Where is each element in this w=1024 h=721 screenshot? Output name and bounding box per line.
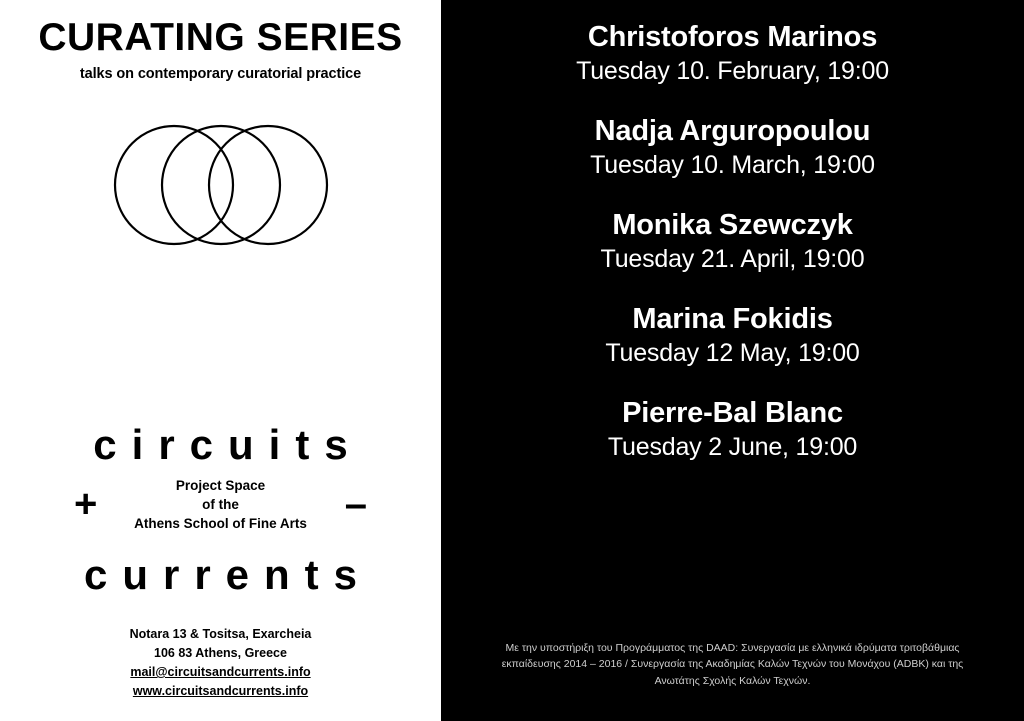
list-item [441,302,1024,370]
funding-note [441,640,1024,689]
talk-date: Tuesday 21. April, 19:00 [600,245,865,274]
right-panel [441,0,1024,721]
address-block [0,625,441,701]
logo-word-circuits: circuits [93,421,363,468]
talk-date: Tuesday 10. March, 19:00 [590,151,875,180]
circuits-and-currents-logo [0,421,441,598]
project-space-text [0,476,441,533]
funding-line-2: εκπαίδευσης 2014 – 2016 / Συνεργασία της Ακαδημίας Καλών Τεχνών του Μονάχου (ADBK) και της [501,658,964,671]
minus-icon: – [344,482,367,526]
list-item [441,20,1024,88]
page-subtitle: talks on contemporary curatorial practice [79,65,362,82]
plus-icon: + [74,482,98,526]
talk-speaker-name: Christoforos Marinos [587,21,878,53]
left-panel [0,0,441,721]
talk-date: Tuesday 12 May, 19:00 [605,339,860,367]
talk-speaker-name: Monika Szewczyk [612,208,853,241]
page-title: CURATING SERIES [38,16,403,59]
interlocking-circles-icon [111,117,331,253]
address-city: 106 83 Athens, Greece [154,646,287,660]
project-space-line-2: of the [202,497,239,513]
website-link[interactable]: www.circuitsandcurrents.info [132,684,309,698]
funding-line-1: Με την υποστήριξη του Προγράμματος της DAAD: Συνεργασία με ελληνικά ιδρύματα τριτοβάθμιας [505,642,960,655]
address-street: Notara 13 & Tositsa, Exarcheia [129,627,312,641]
email-link[interactable]: mail@circuitsandcurrents.info [130,665,311,679]
talk-date: Tuesday 2 June, 19:00 [607,432,858,461]
logo-middle-row [0,476,441,554]
list-item [441,114,1024,182]
list-item [441,396,1024,464]
funding-line-3: Ανωτάτης Σχολής Καλών Τεχνών. [654,674,811,687]
list-item [441,208,1024,276]
talk-speaker-name: Nadja Arguropoulou [594,114,871,147]
logo-word-currents: currents [83,551,373,598]
talks-list [441,20,1024,489]
talk-speaker-name: Pierre-Bal Blanc [622,396,843,429]
project-space-line-1: Project Space [175,478,266,493]
title-block [0,18,441,82]
talk-speaker-name: Marina Fokidis [632,302,833,335]
talk-date: Tuesday 10. February, 19:00 [576,57,889,86]
project-space-line-3: Athens School of Fine Arts [134,516,307,532]
